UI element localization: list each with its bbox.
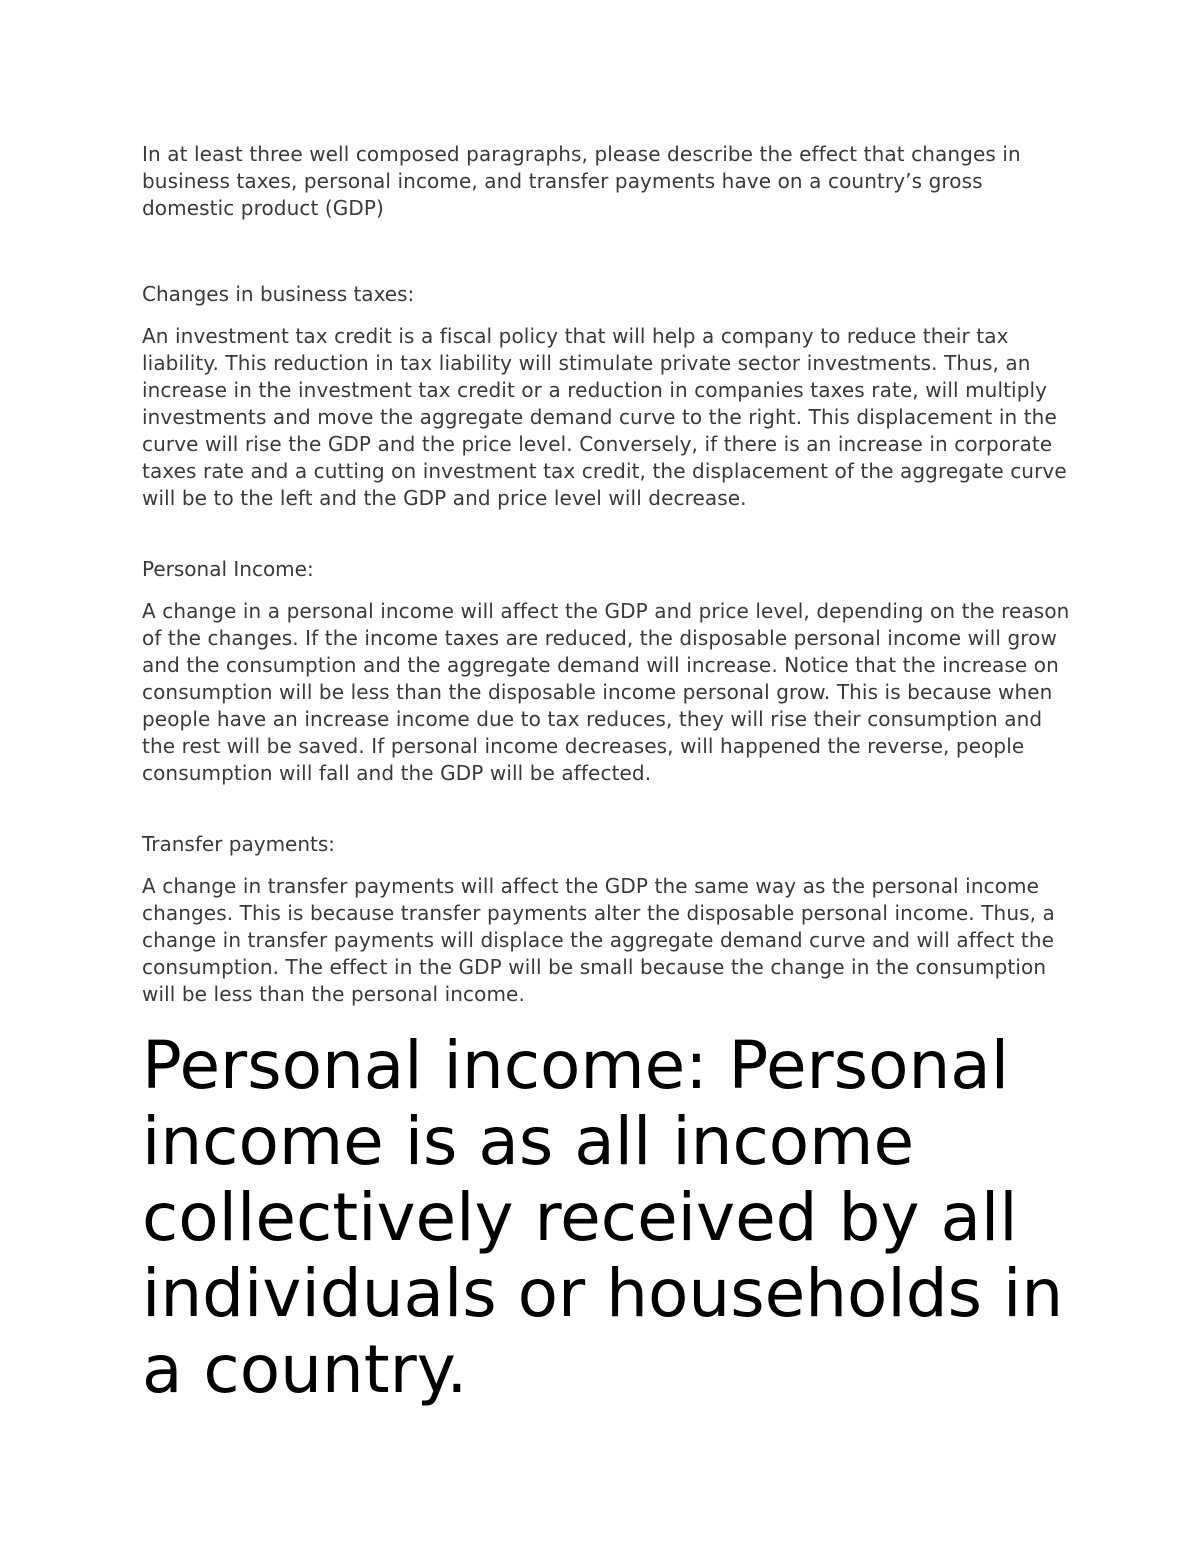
section-heading-personal-income: Personal Income: [142,557,314,581]
section-heading-transfer-payments: Transfer payments: [142,832,336,856]
section-body-business-taxes: An investment tax credit is a fiscal policy that will help a company to reduce their tax liability. This reduction in tax liability will stimulate private sector investments. Thus, an increase in the investment tax credit or a reduction in companies taxes rate, will multiply investments and move the aggregate demand curve to the right. This displacement in the curve will rise the GDP and the price level. Conversely, if there is an increase in corporate taxes rate and a cutting on investment tax credit, the displacement of the aggregate curve will be to the left and the GDP and price level will decrease. [142,324,1067,510]
section-body-personal-income: A change in a personal income will affect the GDP and price level, depending on the reason of the changes. If the income taxes are reduced, the disposable personal income will grow and the consumption and the aggregate demand will increase. Notice that the increase on consumption will be less than the disposable income personal grow. This is because when people have an increase income due to tax reduces, they will rise their consumption and the rest will be saved. If personal income decreases, will happened the reverse, people consumption will fall and the GDP will be affected. [142,599,1070,785]
section-heading-business-taxes: Changes in business taxes: [142,282,415,306]
large-definition-note: Personal income: Personal income is as all income collectively received by all individuals or households in a country. [142,1027,1064,1408]
section-body-transfer-payments: A change in transfer payments will affect the GDP the same way as the personal income changes. This is because transfer payments alter the disposable personal income. Thus, a change in transfer payments will displace the aggregate demand curve and will affect the consumption. The effect in the GDP will be small because the change in the consumption will be less than the personal income. [142,874,1055,1006]
assignment-prompt: In at least three well composed paragraphs, please describe the effect that changes in business taxes, personal income, and transfer payments have on a country’s gross domestic product (GDP) [142,142,1021,220]
